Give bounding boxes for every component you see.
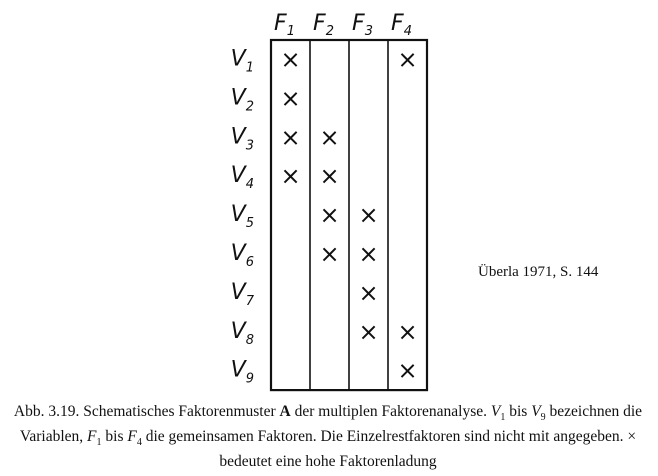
factor-header: $F_4$ [391,11,412,39]
caption-f-to-sub: 4 [136,437,142,449]
variable-labels [231,46,255,386]
high-loading-mark: × [280,162,301,191]
high-loading-mark: × [280,84,301,113]
caption-line2a: bezeichnen die Variablen, [19,403,643,446]
caption-bis1: bis [505,403,532,420]
variable-label: $V_6$ [230,240,254,270]
caption-bis2: bis [101,428,128,446]
factor-header: $F_1$ [274,11,295,39]
high-loading-mark: × [280,123,301,152]
high-loading-mark: × [397,317,418,346]
variable-label: $V_7$ [230,279,254,309]
caption-bold: A [279,403,291,420]
factor-headers [274,11,412,39]
high-loading-mark: × [319,123,340,152]
high-loading-mark: × [319,201,340,230]
high-loading-mark: × [358,239,379,268]
variable-label: $V_3$ [230,124,254,154]
variable-label: $V_1$ [230,46,254,76]
high-loading-mark: × [397,356,418,385]
variable-label: $V_5$ [230,202,254,232]
variable-label: $V_9$ [230,357,254,387]
caption-v-from: V [490,403,501,420]
factor-header: $F_3$ [352,11,373,39]
high-loading-mark: × [358,278,379,307]
high-loading-mark: × [319,162,340,191]
caption-v-from-sub: 1 [500,412,506,424]
high-loading-mark: × [319,239,340,268]
caption-line2b: die gemeinsamen Faktoren. Die Einzelrestfaktoren sind nicht mit angegeben. × bedeutet eine hohe Faktorenladung [141,428,637,471]
variable-label: $V_8$ [230,318,254,348]
caption-f-from-sub: 1 [96,437,102,449]
high-loading-mark: × [358,201,379,230]
caption-mid1: der multiplen Faktorenanalyse. [290,403,491,420]
caption-lead: Abb. 3.19. Schematisches Faktorenmuster [13,403,280,420]
source-citation: Überla 1971, S. 144 [478,264,599,280]
variable-label: $V_2$ [230,85,254,115]
caption-v-to-sub: 9 [540,412,546,424]
figure-caption [8,402,648,471]
high-loading-mark: × [397,45,418,74]
caption-f-to: F [127,428,137,446]
factor-header: $F_2$ [313,11,334,39]
variable-label: $V_4$ [230,163,254,193]
high-loading-mark: × [280,45,301,74]
caption-v-to: V [531,403,541,420]
caption-f-from: F [87,428,97,446]
high-loading-mark: × [358,317,379,346]
